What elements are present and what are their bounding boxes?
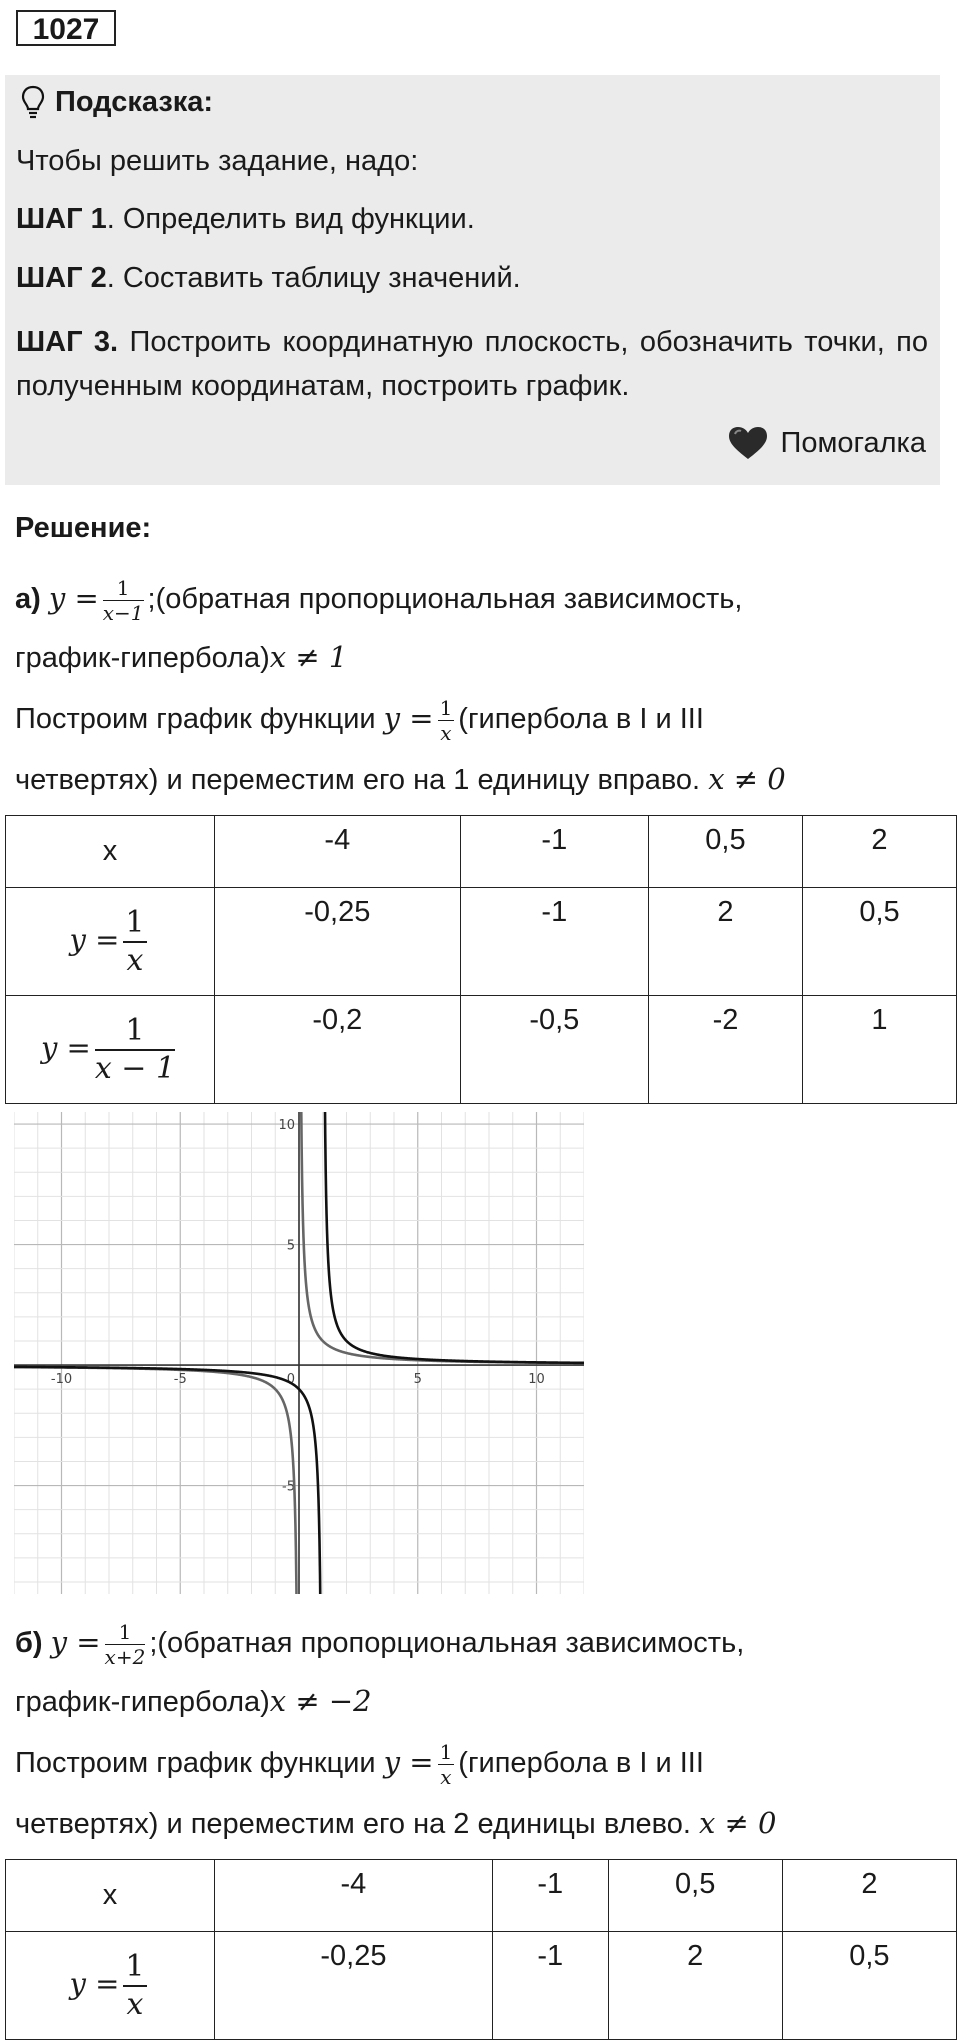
hint-intro: Чтобы решить задание, надо: [16,145,419,177]
step-2-label: ШАГ 2 [16,262,107,294]
part-b-num: 1 [105,1622,146,1645]
x-tick-label: 10 [528,1372,545,1388]
y-tick-label: 5 [286,1238,295,1254]
hyperbola-curve [14,1367,321,1594]
x-tick-label: -10 [50,1372,73,1388]
step-3-label: ШАГ 3. [16,326,119,358]
x-tick-label: -5 [173,1372,187,1388]
part-a-build-domain: x ≠ 0 [708,762,786,796]
table-cell: x [6,816,215,888]
part-a-build-line1 [15,698,704,743]
table-cell [6,1932,215,2040]
hint-title-text: Подсказка: [55,85,214,118]
y-tick-label: 10 [278,1118,295,1134]
y-tick-label: -5 [282,1479,295,1495]
part-a-domain: x ≠ 1 [269,640,348,674]
part-b-build-text3: четвертях) и переместим его на 2 единицы влево. [15,1808,691,1840]
solution-label: Решение: [15,512,152,544]
row1-lhs: y = [69,922,120,957]
hint-step-2 [16,262,521,295]
step-1-text: . Определить вид функции. [106,203,475,235]
part-b-build-lhs: y = [383,1745,434,1780]
part-b-domain: x ≠ −2 [269,1684,372,1718]
table-cell: x [6,1860,215,1932]
table-cell: 1 [802,996,956,1104]
row2-lhs: y = [40,1030,91,1065]
part-b-fraction [105,1622,146,1667]
table-row [6,996,957,1104]
part-b-desc2: график-гипербола) [15,1686,270,1718]
table-cell: -0,25 [215,1932,493,2040]
part-b-heading-line2 [15,1684,372,1719]
table-cell: 2 [648,888,802,996]
table-cell: -1 [492,1932,608,2040]
part-b-build-text2: (гипербола в I и III [458,1747,704,1780]
table-cell: 2 [608,1932,782,2040]
table-cell: 0,5 [608,1860,782,1932]
part-b-build-text1: Построим график функции [15,1747,376,1780]
hint-step-1 [16,203,475,236]
row1-fraction [123,904,146,978]
part-b-desc: ;(обратная пропорциональная зависимость, [149,1627,745,1660]
table-cell: -0,5 [460,996,648,1104]
part-a-table [5,815,957,1104]
table-cell: -2 [648,996,802,1104]
hint-box [5,75,940,485]
table-cell: -0,25 [215,888,461,996]
part-b-build-fraction [438,1742,455,1787]
helper-label: Помогалка [780,426,926,459]
x-tick-label: 5 [413,1372,422,1388]
part-a-desc2: график-гипербола) [15,642,270,674]
table-cell: -1 [492,1860,608,1932]
hyperbola-curve [325,1112,584,1363]
lightbulb-icon [21,85,45,119]
table-cell: -1 [460,816,648,888]
part-a-fraction [103,578,144,623]
table-cell: -4 [215,816,461,888]
part-a-build-den: x [440,721,452,745]
hint-step-3 [16,320,928,408]
helper-link[interactable] [727,425,926,461]
hyperbola-curve [14,1367,297,1594]
table-cell: 2 [802,816,956,888]
part-a-heading-line2 [15,640,347,675]
b-row1-fraction [123,1948,146,2022]
hyperbola-graph [14,1112,584,1594]
part-b-func-lhs: y = [50,1625,101,1660]
task-number: 1027 [16,10,116,46]
table-row [6,888,957,996]
table-row [6,1932,957,2040]
table-cell: 0,5 [802,888,956,996]
part-a-func-lhs: y = [48,581,99,616]
part-b-table [5,1859,957,2040]
part-b-build-line2 [15,1806,777,1841]
b-row1-lhs: y = [69,1966,120,2001]
table-row [6,1860,957,1932]
part-a-build-lhs: y = [383,701,434,736]
part-b-build-domain: x ≠ 0 [698,1806,777,1840]
part-b-build-line1 [15,1742,704,1787]
table-cell: -4 [215,1860,493,1932]
part-a-build-text1: Построим график функции [15,703,376,736]
b-row1-den: x [126,1986,144,2022]
part-a-build-num: 1 [439,696,453,720]
part-b-label: б) [15,1627,43,1660]
row2-num: 1 [95,1016,175,1051]
table-cell: -1 [460,888,648,996]
part-a-num: 1 [103,578,144,601]
hint-title [21,85,213,119]
heart-icon [727,425,769,461]
part-b-build-den: x [440,1765,452,1789]
part-a-heading [15,578,742,623]
part-a-label: а) [15,583,41,616]
row1-num: 1 [123,908,146,943]
step-3-text: Построить координатную плоскость, обозначить точки, по полученным координатам, построить график. [16,326,928,402]
table-cell: 0,5 [782,1932,956,2040]
b-row1-num: 1 [123,1952,146,1987]
part-a-build-text3: четвертях) и переместим его на 1 единицу вправо. [15,764,701,796]
step-1-label: ШАГ 1 [16,203,107,235]
part-a-desc: ;(обратная пропорциональная зависимость, [147,583,743,616]
hyperbola-curve [301,1112,584,1363]
part-b-build-num: 1 [439,1740,453,1764]
table-cell: 2 [782,1860,956,1932]
table-cell [6,888,215,996]
part-b-den: x+2 [104,1645,146,1669]
table-cell [6,996,215,1104]
row2-fraction [94,1012,176,1086]
origin-label: 0 [286,1372,295,1388]
table-cell: 0,5 [648,816,802,888]
part-a-build-line2 [15,762,786,797]
part-b-heading [15,1622,744,1667]
step-2-text: . Составить таблицу значений. [106,262,521,294]
table-cell: -0,2 [215,996,461,1104]
table-row [6,816,957,888]
part-a-build-fraction [438,698,455,743]
part-a-den: x−1 [102,601,144,625]
part-a-build-text2: (гипербола в I и III [458,703,704,736]
row1-den: x [126,942,144,978]
row2-den: x − 1 [94,1050,176,1086]
